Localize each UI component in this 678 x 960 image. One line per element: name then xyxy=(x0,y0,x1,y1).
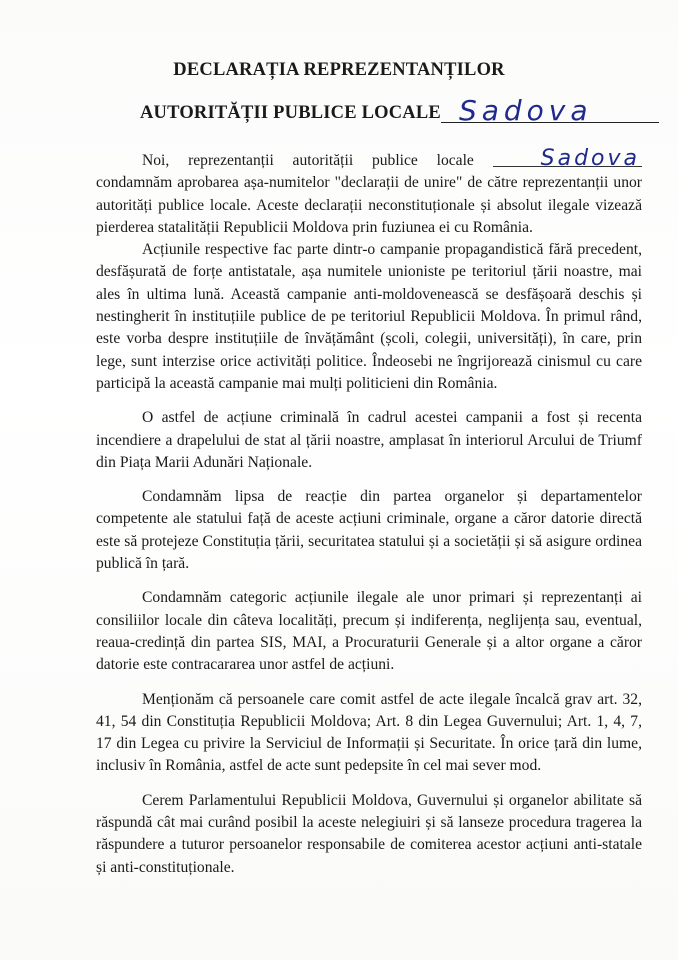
paragraph-1-start: Noi, reprezentanții autorității publice locale xyxy=(142,152,493,169)
paragraph-3: O astfel de acțiune criminală în cadrul acestei campanii a fost și recenta incendiere a drapelului de stat al țării noastre, amplasat în interiorul Arcului de Triumf din Piața Marii Adunări Naționale. xyxy=(96,409,642,471)
title-prefix: AUTORITĂȚII PUBLICE LOCALE xyxy=(140,103,441,123)
paragraph-7: Cerem Parlamentului Republicii Moldova, Guvernului și organelor abilitate să răspundă cât mai curând posibil la aceste nelegiuiri și să lanseze procedura tragerea la răspundere a tuturor persoanelor responsabile de comiterea acestor acțiuni anti-statale și anti-constituționale. xyxy=(96,791,642,876)
document-body xyxy=(96,146,642,879)
document-title-line-2 xyxy=(140,94,659,127)
paragraph-1 xyxy=(96,146,642,239)
paragraph-2: Acțiunile respective fac parte dintr-o campanie propagandistică fără precedent, desfășurată de forțe antistatale, așa numitele unioniste pe teritoriul țării noastre, mai ales în ultima lună. Această campanie anti-moldovenească se desfășoară deschis și nestingherit în instituțiile publice de pe teritoriul Republicii Moldova. În primul rând, este vorba despre instituțiile de învățământ (școli, colegii, universități), în care, prin lege, sunt interzise orice activități politice. Îndeosebi ne îngrijorează cinismul cu care participă la această campanie mai mulți politicieni din România. xyxy=(96,241,642,392)
paragraph-4: Condamnăm lipsa de reacție din partea organelor și departamentelor competente ale statului față de aceste acțiuni criminale, organe a căror datorie directă este să protejeze Constituția țării, securitatea statului și a societății și să asigure ordinea publică în țară. xyxy=(96,488,642,573)
paragraph-1-end: condamnăm aprobarea așa-numitelor "declarații de unire" de către reprezentanții unor autorități publice locale. Aceste declarații neconstituționale și absolut ilegale vizează pierderea statalității Republicii Moldova prin fuziunea ei cu România. xyxy=(96,174,642,236)
paragraph-5: Condamnăm categoric acțiunile ilegale ale unor primari și reprezentanți ai consiliilor locale din câteva localități, precum și indiferența, neglijența sau, eventual, reaua-credință din partea SIS, MAI, a Procuraturii Generale și a altor organe a căror datorie este contracararea unor astfel de acțiuni. xyxy=(96,589,642,674)
handwritten-locality-inline: Sadova xyxy=(493,152,642,167)
handwritten-locality-title: Sadova xyxy=(441,100,659,123)
paragraph-6: Menționăm că persoanele care comit astfel de acte ilegale încalcă grav art. 32, 41, 54 din Constituția Republicii Moldova; Art. 8 din Legea Guvernului; Art. 1, 4, 7, 17 din Legea cu privire la Serviciul de Informații și Securitate. În orice țară din lume, inclusiv în România, astfel de acte sunt pedepsite în cel mai sever mod. xyxy=(96,690,642,775)
document-title-line-1: DECLARAȚIA REPREZENTANȚILOR xyxy=(173,60,505,80)
